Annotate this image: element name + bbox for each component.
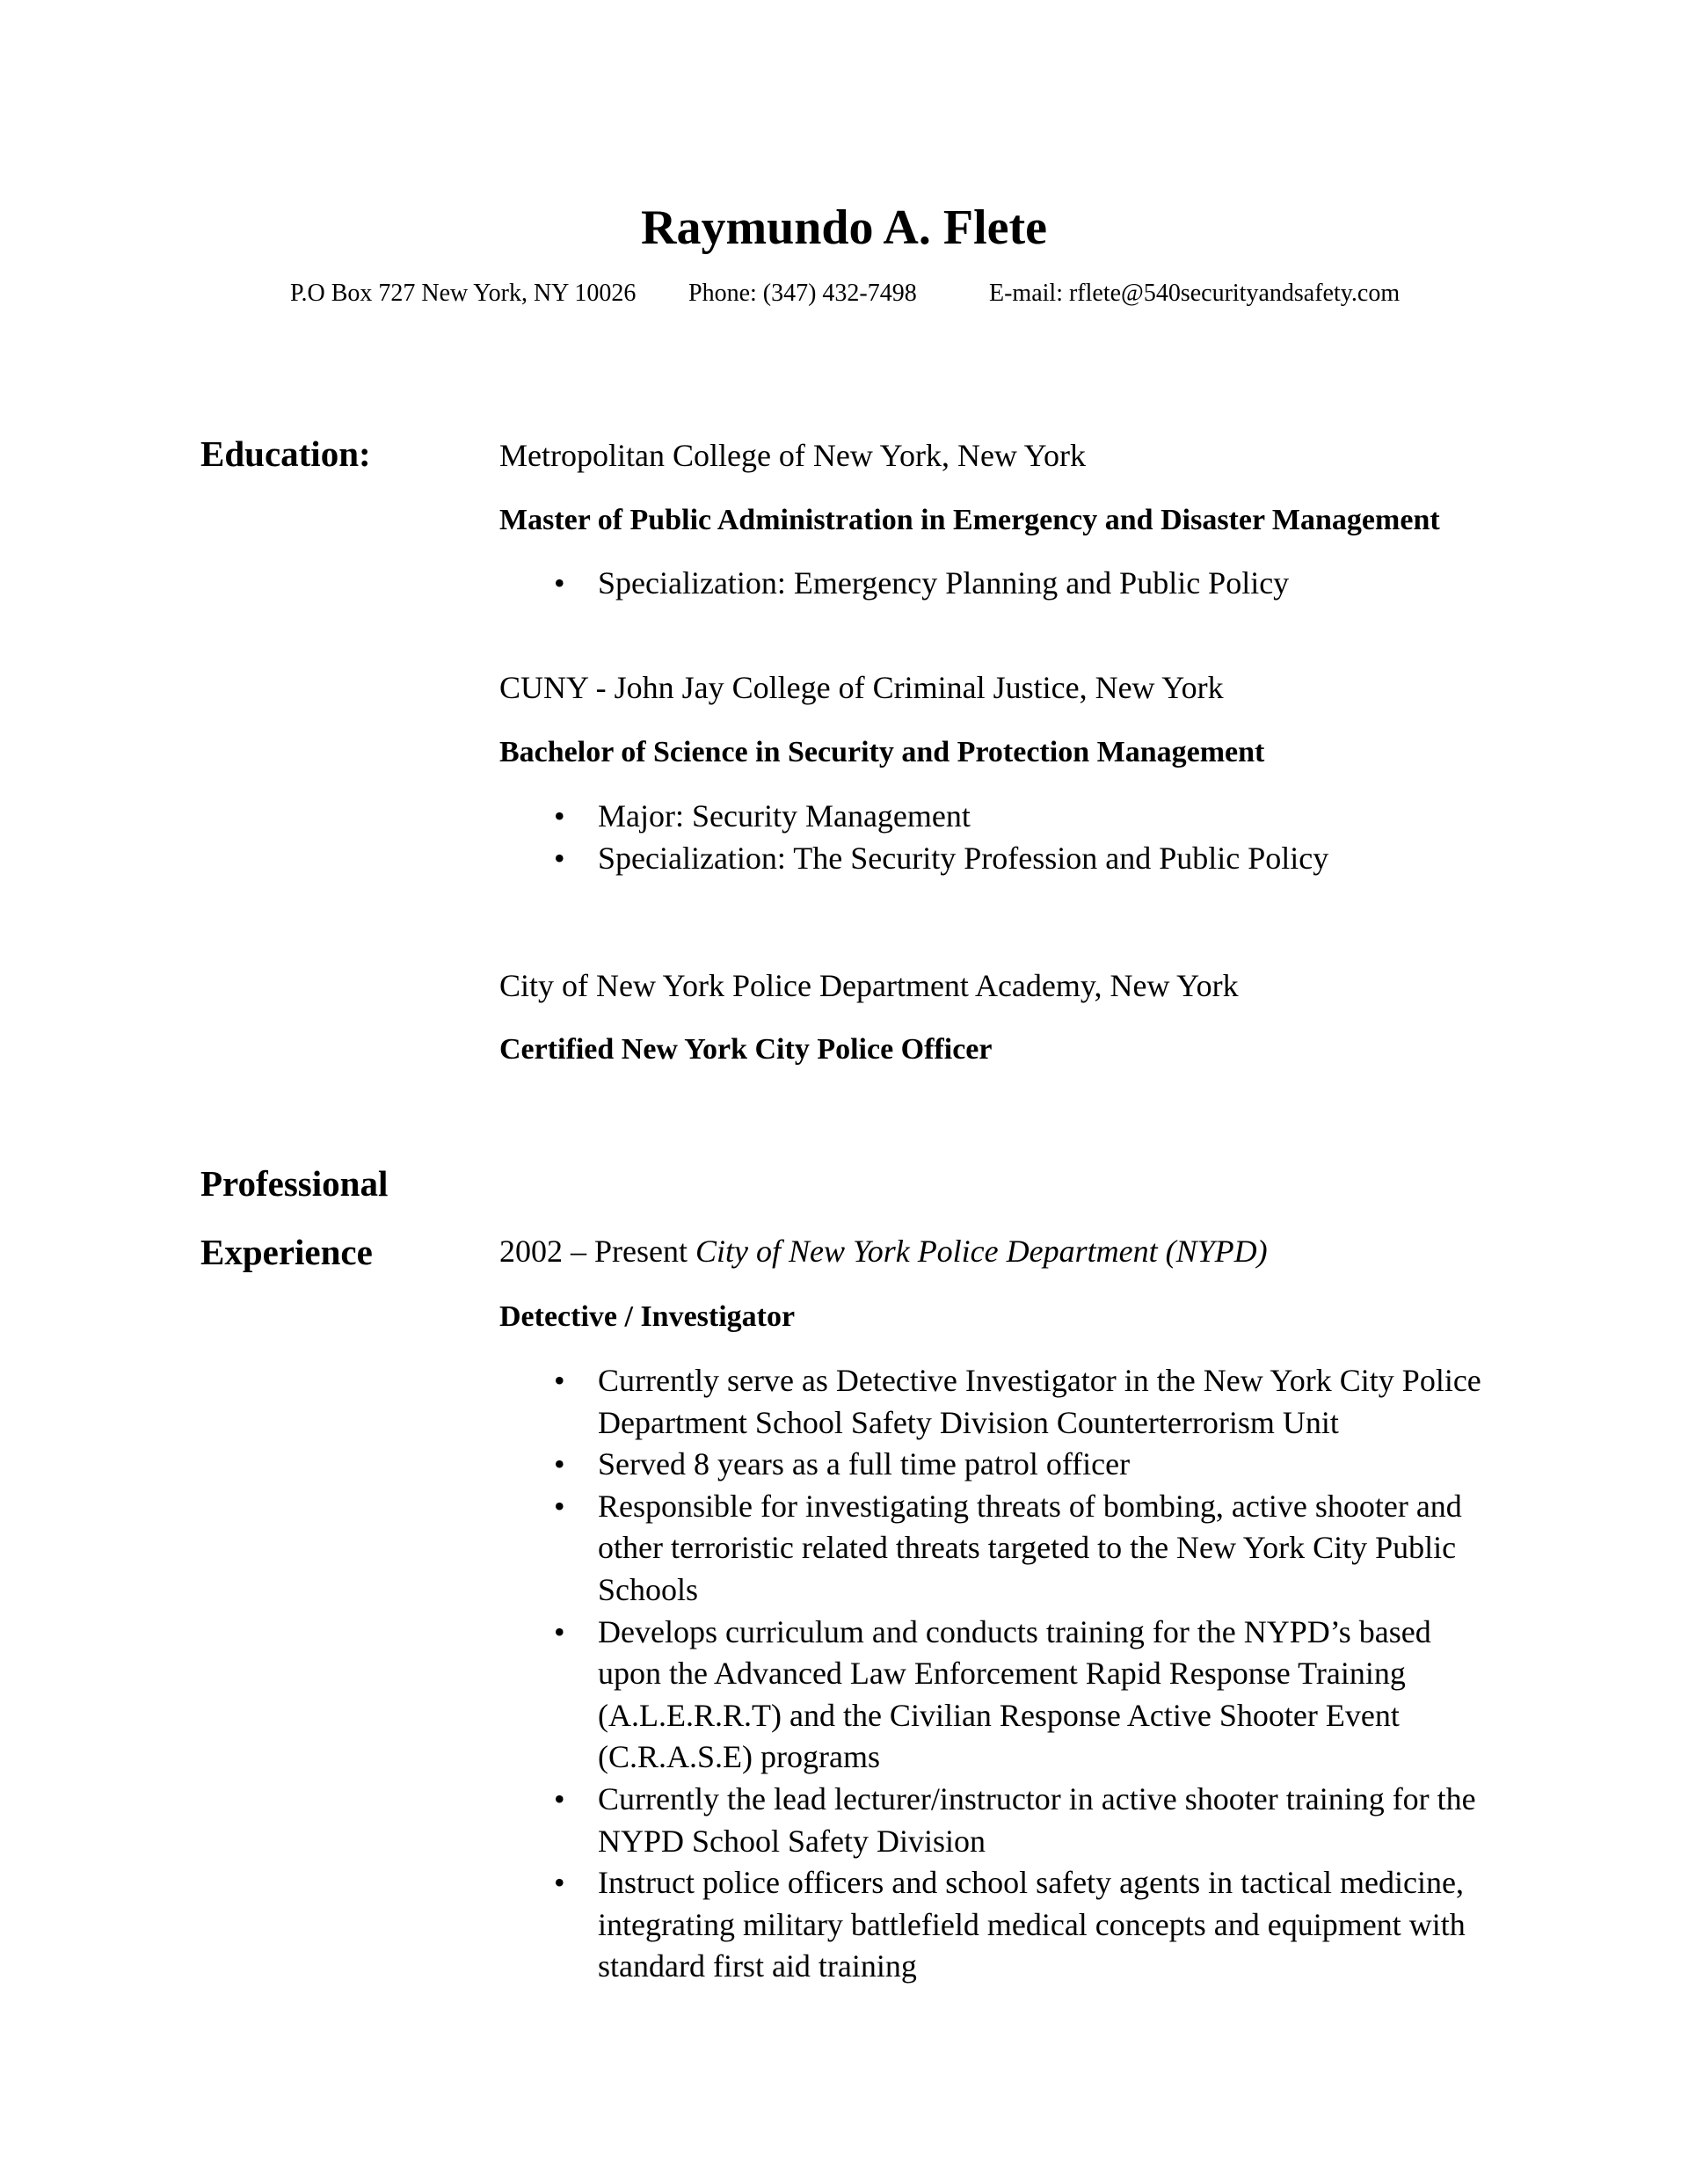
education-degree: Master of Public Administration in Emergency and Disaster Management xyxy=(499,504,1440,536)
job-dates: 2002 – Present xyxy=(499,1234,688,1269)
bullet-icon: • xyxy=(554,1446,565,1482)
bullet-text: Currently serve as Detective Investigator in the New York City Police Department School Safety Division Counterterrorism Unit xyxy=(598,1363,1481,1440)
bullet-icon: • xyxy=(554,1363,565,1398)
contact-address: P.O Box 727 New York, NY 10026 xyxy=(290,280,637,307)
bullet-text: Currently the lead lecturer/instructor in active shooter training for the NYPD School Safety Division xyxy=(598,1780,1476,1859)
bullet-icon: • xyxy=(554,1613,565,1649)
education-heading: Education: xyxy=(200,433,371,474)
list-item xyxy=(499,1360,1502,1444)
bullet-text: Responsible for investigating threats of bombing, active shooter and other terroristic related threats targeted to the New York City Public Schools xyxy=(598,1488,1462,1607)
list-item xyxy=(499,1444,1502,1486)
job-title: Detective / Investigator xyxy=(499,1300,796,1333)
contact-phone: Phone: (347) 432-7498 xyxy=(688,280,917,307)
education-degree: Certified New York City Police Officer xyxy=(499,1033,993,1066)
bullet-text: Develops curriculum and conducts training for the NYPD’s based upon the Advanced Law Enforcement Rapid Response Training (A.L.E.R.R.T) and the Civilian Response Active Shooter Event (C.R.A.S.E) programs xyxy=(598,1613,1431,1775)
bullet-icon: • xyxy=(554,1780,565,1816)
bullet-text: Specialization: The Security Profession and Public Policy xyxy=(598,840,1329,876)
bullet-text: Instruct police officers and school safety agents in tactical medicine, integrating military battlefield medical concepts and equipment with standard first aid training xyxy=(598,1865,1466,1984)
education-school: CUNY - John Jay College of Criminal Justice, New York xyxy=(499,670,1224,705)
education-school: City of New York Police Department Academy, New York xyxy=(499,968,1239,1003)
list-item xyxy=(499,1486,1502,1612)
list-item xyxy=(499,796,1502,838)
bullet-text: Major: Security Management xyxy=(598,798,971,834)
education-school: Metropolitan College of New York, New York xyxy=(499,438,1086,473)
bullet-icon: • xyxy=(554,1865,565,1901)
bullet-icon: • xyxy=(554,565,565,601)
contact-email: E-mail: rflete@540securityandsafety.com xyxy=(989,280,1401,307)
resume-name: Raymundo A. Flete xyxy=(641,200,1047,255)
bullet-icon: • xyxy=(554,1488,565,1524)
experience-heading-line1: Professional xyxy=(200,1163,389,1204)
bullet-text: Served 8 years as a full time patrol officer xyxy=(598,1446,1131,1482)
job-employer: City of New York Police Department (NYPD) xyxy=(695,1234,1268,1269)
list-item xyxy=(499,1612,1502,1779)
bullet-text: Specialization: Emergency Planning and Public Policy xyxy=(598,565,1290,601)
job-bullet-list xyxy=(499,1360,1502,1988)
job-header xyxy=(499,1230,1268,1272)
experience-heading-line2: Experience xyxy=(200,1232,373,1272)
education-bullet-list xyxy=(499,563,1502,605)
list-item xyxy=(499,563,1502,605)
bullet-icon: • xyxy=(554,840,565,876)
list-item xyxy=(499,838,1502,880)
list-item xyxy=(499,1779,1502,1862)
list-item xyxy=(499,1862,1502,1988)
bullet-icon: • xyxy=(554,798,565,834)
education-bullet-list xyxy=(499,796,1502,879)
education-degree: Bachelor of Science in Security and Protection Management xyxy=(499,736,1265,768)
